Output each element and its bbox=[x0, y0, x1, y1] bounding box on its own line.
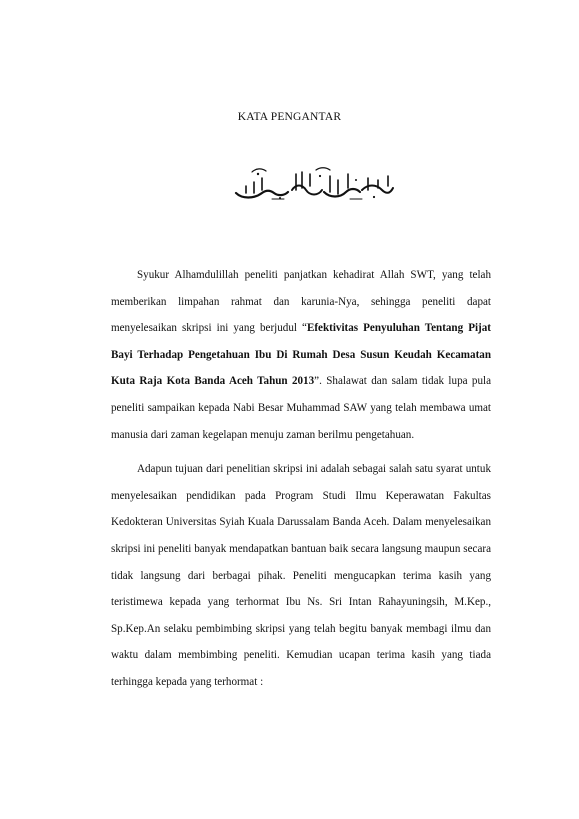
basmala-calligraphy bbox=[232, 166, 396, 202]
paragraph-intro bbox=[111, 262, 491, 448]
paragraph-purpose: Adapun tujuan dari penelitian skripsi ini adalah sebagai salah satu syarat untuk menyelesaikan pendidikan pada Program Studi Ilmu Keperawatan Fakultas Kedokteran Universitas Syiah Kuala Darussalam Banda Aceh. Dalam menyelesaikan skripsi ini peneliti banyak mendapatkan bantuan baik secara langsung maupun secara tidak langsung dari berbagai pihak. Peneliti mengucapkan terima kasih yang teristimewa kepada yang terhormat Ibu Ns. Sri Intan Rahayuningsih, M.Kep., Sp.Kep.An selaku pembimbing skripsi yang telah begitu banyak membagi ilmu dan waktu dalam membimbing peneliti. Kemudian ucapan terima kasih yang tiada terhingga kepada yang terhormat : bbox=[111, 463, 491, 688]
paragraph-intro-text-b: ”. Shalawat dan salam tidak lupa pula peneliti sampaikan kepada Nabi Besar Muhammad SAW yang telah membawa umat manusia dari zaman kegelapan menuju zaman berilmu pengetahuan. bbox=[111, 375, 492, 441]
page-title: KATA PENGANTAR bbox=[237, 111, 342, 123]
paragraph-intro-text-a: Syukur Alhamdulillah peneliti panjatkan kehadirat Allah SWT, yang telah memberikan limpahan rahmat dan karunia-Nya, sehingga peneliti dapat menyelesaikan skripsi ini yang berjudul “ bbox=[111, 269, 491, 335]
body-text bbox=[111, 262, 491, 696]
thesis-title: Efektivitas Penyuluhan Tentang Pijat Bayi Terhadap Pengetahuan Ibu Di Rumah Desa Susun Keudah Kecamatan Kuta Raja Kota Banda Aceh Tahun 2013 bbox=[111, 322, 491, 388]
